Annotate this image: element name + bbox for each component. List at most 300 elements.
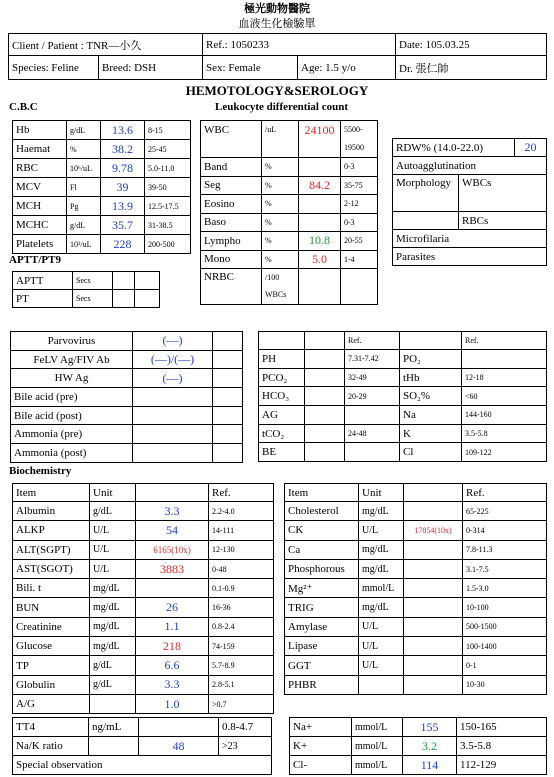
tt4-value bbox=[139, 718, 219, 737]
biochem-row-cholesterol bbox=[285, 502, 547, 521]
gas-row bbox=[259, 424, 547, 443]
leuko-value bbox=[299, 158, 341, 177]
biochem-value bbox=[404, 617, 463, 636]
serology-row bbox=[11, 444, 243, 463]
electrolyte-value: 3.2 bbox=[403, 737, 457, 756]
biochem-row-bili-t bbox=[13, 579, 274, 598]
biochem-name: Lipase bbox=[285, 637, 359, 656]
biochem-name: GGT bbox=[285, 656, 359, 675]
biochem-row-a-g bbox=[13, 694, 274, 713]
doctor: Dr. 張仁帥 bbox=[396, 56, 547, 80]
biochem-unit: g/dL bbox=[90, 675, 136, 694]
gas-name: PCO₂ bbox=[259, 368, 305, 387]
serology-row bbox=[11, 425, 243, 444]
biochem-ref: 10-100 bbox=[463, 598, 547, 617]
cbc-unit: % bbox=[67, 140, 101, 159]
gas-ref: 32-49 bbox=[345, 368, 400, 387]
biochem-value: 1.1 bbox=[136, 617, 209, 636]
biochem-value bbox=[404, 579, 463, 598]
cbc-ref: 12.5-17.5 bbox=[145, 197, 191, 216]
biochem-ref: 10-30 bbox=[463, 675, 547, 694]
report-date: Date: 105.03.25 bbox=[396, 34, 547, 56]
leuko-unit: % bbox=[262, 195, 299, 214]
gas-ref: 20-29 bbox=[345, 387, 400, 406]
wbc-ref-high: 19500 bbox=[344, 143, 364, 152]
leuko-name: Band bbox=[201, 158, 262, 177]
cbc-row-rbc bbox=[13, 159, 191, 178]
biochem-ref: 65-225 bbox=[463, 502, 547, 521]
gas-row bbox=[259, 350, 547, 369]
biochem-ref: 0.8-2.4 bbox=[209, 617, 274, 636]
cbc-value: 38.2 bbox=[101, 140, 145, 159]
biochem-unit: mg/dL bbox=[90, 579, 136, 598]
biochem-unit: U/L bbox=[359, 637, 404, 656]
leuko-row-eosino bbox=[201, 195, 378, 214]
cbc-name: Haemat bbox=[13, 140, 67, 159]
gas-value bbox=[305, 368, 345, 387]
gas-name: AG bbox=[259, 406, 305, 425]
biochem-row-alkp bbox=[13, 521, 274, 540]
gas-ref: 24-48 bbox=[345, 424, 400, 443]
cbc-value: 39 bbox=[101, 178, 145, 197]
special-observation: Special observation bbox=[13, 756, 272, 775]
electrolyte-row bbox=[290, 737, 547, 756]
leuko-row-mono bbox=[201, 250, 378, 269]
electrolyte-name: Na+ bbox=[290, 718, 352, 737]
gas-name: BE bbox=[259, 443, 305, 462]
tt4-unit: ng/mL bbox=[89, 718, 139, 737]
cbc-ref: 25-45 bbox=[145, 140, 191, 159]
serology-extra bbox=[213, 425, 243, 444]
biochem-row-glucose bbox=[13, 637, 274, 656]
biochem-ref-header: Ref. bbox=[209, 484, 274, 502]
biochem-unit: mg/dL bbox=[359, 502, 404, 521]
biochem-row-bun bbox=[13, 598, 274, 617]
morphology-label: Morphology bbox=[393, 175, 459, 212]
nrbc-label: NRBC bbox=[201, 269, 262, 305]
microfilaria: Microfilaria bbox=[393, 230, 547, 248]
client-patient: Client / Patient : TNR—小久 bbox=[9, 34, 203, 56]
cbc-unit: Pg bbox=[67, 197, 101, 216]
serology-value bbox=[133, 388, 213, 407]
cbc-row-platelets bbox=[13, 235, 191, 254]
cbc-name: MCH bbox=[13, 197, 67, 216]
biochem-ref: 14-111 bbox=[209, 521, 274, 540]
biochem-unit: mg/dL bbox=[359, 540, 404, 559]
tt4-ref: 0.8-4.7 bbox=[219, 718, 272, 737]
biochem-ref: 12-130 bbox=[209, 540, 274, 559]
serology-row bbox=[11, 369, 243, 388]
biochem-unit: mmol/L bbox=[359, 579, 404, 598]
leuko-ref: 2-12 bbox=[341, 195, 378, 214]
serology-name: FeLV Ag/FIV Ab bbox=[11, 350, 133, 369]
leuko-row-seg bbox=[201, 176, 378, 195]
serology-name: HW Ag bbox=[11, 369, 133, 388]
biochem-value: 3.3 bbox=[136, 675, 209, 694]
biochem-row-ca bbox=[285, 540, 547, 559]
cbc-row-mcv bbox=[13, 178, 191, 197]
wbc-value: 24100 bbox=[299, 121, 341, 158]
gas-name-2: PO₂ bbox=[400, 350, 462, 369]
leuko-unit: % bbox=[262, 250, 299, 269]
biochem-value: 218 bbox=[136, 637, 209, 656]
biochem-value bbox=[404, 675, 463, 694]
cbc-ref: 200-500 bbox=[145, 235, 191, 254]
nak-value: 48 bbox=[139, 737, 219, 756]
rdw-label: RDW% (14.0-22.0) bbox=[393, 139, 515, 157]
biochem-unit: mg/dL bbox=[90, 598, 136, 617]
leuko-value: 84.2 bbox=[299, 176, 341, 195]
biochem-value bbox=[404, 559, 463, 578]
aptt-value bbox=[113, 290, 135, 308]
biochem-unit bbox=[90, 694, 136, 713]
biochem-value: 6165(10x) bbox=[136, 540, 209, 559]
biochem-ref: 74-159 bbox=[209, 637, 274, 656]
biochem-name: Creatinine bbox=[13, 617, 90, 636]
electrolyte-value: 155 bbox=[403, 718, 457, 737]
biochem-name: ALKP bbox=[13, 521, 90, 540]
aptt-name: PT bbox=[13, 290, 73, 308]
biochem-ref: 0.1-0.9 bbox=[209, 579, 274, 598]
biochem-ref: 2.2-4.0 bbox=[209, 502, 274, 521]
leuko-value bbox=[299, 213, 341, 232]
biochem-value bbox=[404, 656, 463, 675]
serology-name: Ammonia (post) bbox=[11, 444, 133, 463]
biochem-row-mg bbox=[285, 579, 547, 598]
document-title: 血液生化檢驗單 bbox=[238, 18, 316, 30]
morphology-wbcs: WBCs bbox=[459, 175, 547, 212]
cbc-value: 13.9 bbox=[101, 197, 145, 216]
biochem-ref: 0-1 bbox=[463, 656, 547, 675]
biochem-unit: g/dL bbox=[90, 656, 136, 675]
gas-ref: 7.31-7.42 bbox=[345, 350, 400, 369]
gas-row bbox=[259, 406, 547, 425]
biochem-unit: U/L bbox=[359, 521, 404, 540]
biochem-row-tp bbox=[13, 656, 274, 675]
main-title: HEMOTOLOGY&SEROLOGY bbox=[185, 83, 369, 98]
serology-row bbox=[11, 332, 243, 351]
gas-name-2: SO₂% bbox=[400, 387, 462, 406]
serology-name: Parvovirus bbox=[11, 332, 133, 351]
serology-name: Bile acid (pre) bbox=[11, 388, 133, 407]
biochem-value bbox=[404, 637, 463, 656]
electrolyte-unit: mmol/L bbox=[352, 718, 403, 737]
gas-value bbox=[305, 443, 345, 462]
biochem-name: Ca bbox=[285, 540, 359, 559]
biochem-name: ALT(SGPT) bbox=[13, 540, 90, 559]
biochem-name: Glucose bbox=[13, 637, 90, 656]
leuko-row-lympho bbox=[201, 232, 378, 251]
biochem-ref: 0-48 bbox=[209, 559, 274, 578]
nrbc-unit-a: /100 bbox=[265, 273, 280, 282]
gas-ref-2: 3.5-5.8 bbox=[462, 424, 547, 443]
parasites: Parasites bbox=[393, 248, 547, 266]
biochem-ref: 7.8-11.3 bbox=[463, 540, 547, 559]
aptt-table bbox=[12, 271, 160, 308]
biochem-ref: 2.8-5.1 bbox=[209, 675, 274, 694]
leuko-name: Baso bbox=[201, 213, 262, 232]
serology-extra bbox=[213, 332, 243, 351]
biochem-ref: 500-1500 bbox=[463, 617, 547, 636]
gas-ref-2: 12-18 bbox=[462, 368, 547, 387]
serology-name: Ammonia (pre) bbox=[11, 425, 133, 444]
morphology-rbcs: RBCs bbox=[459, 212, 547, 230]
electrolyte-name: Cl- bbox=[290, 756, 352, 775]
cbc-unit: 10⁶/uL bbox=[67, 159, 101, 178]
serology-extra bbox=[213, 444, 243, 463]
gas-name-2: Cl bbox=[400, 443, 462, 462]
cbc-name: Platelets bbox=[13, 235, 67, 254]
biochem-unit: U/L bbox=[90, 559, 136, 578]
serology-extra bbox=[213, 388, 243, 407]
cbc-ref: 31-38.5 bbox=[145, 216, 191, 235]
serology-row bbox=[11, 350, 243, 369]
biochem-value: 1.0 bbox=[136, 694, 209, 713]
leuko-name: Eosino bbox=[201, 195, 262, 214]
biochem-unit bbox=[359, 675, 404, 694]
biochem-value bbox=[404, 502, 463, 521]
electrolyte-row bbox=[290, 756, 547, 775]
leuko-ref: 0-3 bbox=[341, 158, 378, 177]
cbc-row-hb bbox=[13, 121, 191, 140]
biochem-ref: 5.7-8.9 bbox=[209, 656, 274, 675]
serology-extra bbox=[213, 350, 243, 369]
biochem-unit: U/L bbox=[359, 617, 404, 636]
electrolyte-table bbox=[289, 717, 547, 775]
cbc-value: 13.6 bbox=[101, 121, 145, 140]
leuko-row-baso bbox=[201, 213, 378, 232]
leuko-unit: % bbox=[262, 213, 299, 232]
biochem-unit: mg/dL bbox=[90, 617, 136, 636]
biochem-value: 3.3 bbox=[136, 502, 209, 521]
leuko-name: Mono bbox=[201, 250, 262, 269]
biochem-row-albumin bbox=[13, 502, 274, 521]
biochem-unit: U/L bbox=[359, 656, 404, 675]
biochem-row-lipase bbox=[285, 637, 547, 656]
serology-value: (—) bbox=[133, 369, 213, 388]
wbc-label: WBC bbox=[201, 121, 262, 158]
aptt-row bbox=[13, 290, 160, 308]
cbc-name: MCHC bbox=[13, 216, 67, 235]
breed: Breed: DSH bbox=[99, 56, 203, 80]
serology-row bbox=[11, 388, 243, 407]
biochem-ref: 0-314 bbox=[463, 521, 547, 540]
leuko-ref: 1-4 bbox=[341, 250, 378, 269]
cbc-row-mch bbox=[13, 197, 191, 216]
nak-label: Na/K ratio bbox=[13, 737, 89, 756]
biochem-ref: 100-1400 bbox=[463, 637, 547, 656]
electrolyte-unit: mmol/L bbox=[352, 737, 403, 756]
biochem-name: TRIG bbox=[285, 598, 359, 617]
biochem-unit: mg/dL bbox=[359, 598, 404, 617]
tt4-table bbox=[12, 717, 272, 775]
biochem-unit-header: Unit bbox=[90, 484, 136, 502]
leuko-value bbox=[299, 195, 341, 214]
gas-ref-2 bbox=[462, 350, 547, 369]
morphology-table bbox=[392, 138, 547, 266]
biochem-value bbox=[404, 598, 463, 617]
electrolyte-ref: 112-129 bbox=[457, 756, 547, 775]
biochem-row-globulin bbox=[13, 675, 274, 694]
biochem-name: Bili. t bbox=[13, 579, 90, 598]
biochem-name: Globulin bbox=[13, 675, 90, 694]
gas-ref-header: Ref. bbox=[345, 332, 400, 350]
biochem-name: AST(SGOT) bbox=[13, 559, 90, 578]
leuko-name: Seg bbox=[201, 176, 262, 195]
gas-ref-2: 144-160 bbox=[462, 406, 547, 425]
biochem-row-creatinine bbox=[13, 617, 274, 636]
biochem-row-alt-sgpt bbox=[13, 540, 274, 559]
biochem-name: Phosphorous bbox=[285, 559, 359, 578]
leuko-row-band bbox=[201, 158, 378, 177]
nrbc-unit-b: WBCs bbox=[265, 290, 287, 299]
biochem-value: 3883 bbox=[136, 559, 209, 578]
leuko-unit: % bbox=[262, 158, 299, 177]
biochem-name: Cholesterol bbox=[285, 502, 359, 521]
aptt-extra bbox=[135, 290, 160, 308]
serology-table bbox=[10, 331, 243, 463]
biochem-left-table bbox=[12, 483, 274, 714]
serology-value bbox=[133, 406, 213, 425]
cbc-ref: 8-15 bbox=[145, 121, 191, 140]
biochem-name: A/G bbox=[13, 694, 90, 713]
cbc-unit: g/dL bbox=[67, 216, 101, 235]
gas-row bbox=[259, 387, 547, 406]
biochem-row-ast-sgot bbox=[13, 559, 274, 578]
gas-name-2: K bbox=[400, 424, 462, 443]
biochem-name: TP bbox=[13, 656, 90, 675]
serology-value: (—) bbox=[133, 332, 213, 351]
wbc-ref-low: 5500- bbox=[344, 125, 363, 134]
gas-value bbox=[305, 350, 345, 369]
cbc-ref: 5.0-11.0 bbox=[145, 159, 191, 178]
electrolyte-unit: mmol/L bbox=[352, 756, 403, 775]
cbc-name: RBC bbox=[13, 159, 67, 178]
cbc-value: 35.7 bbox=[101, 216, 145, 235]
biochem-value: 26 bbox=[136, 598, 209, 617]
biochem-name: Albumin bbox=[13, 502, 90, 521]
gas-name-2: Na bbox=[400, 406, 462, 425]
serology-value bbox=[133, 444, 213, 463]
biochem-value bbox=[404, 540, 463, 559]
biochem-unit: mg/dL bbox=[359, 559, 404, 578]
biochem-value bbox=[136, 579, 209, 598]
biochem-ref-header-2: Ref. bbox=[463, 484, 547, 502]
blood-gas-table bbox=[258, 331, 547, 462]
biochem-unit: mg/dL bbox=[90, 637, 136, 656]
leuko-unit: % bbox=[262, 176, 299, 195]
serology-value: (—)/(—) bbox=[133, 350, 213, 369]
species: Species: Feline bbox=[9, 56, 99, 80]
gas-name: HCO₃ bbox=[259, 387, 305, 406]
age: Age: 1.5 y/o bbox=[298, 56, 396, 80]
cbc-table bbox=[12, 120, 191, 254]
electrolyte-row bbox=[290, 718, 547, 737]
biochem-ref: 16-36 bbox=[209, 598, 274, 617]
biochem-item-header-2: Item bbox=[285, 484, 359, 502]
biochem-ref: 1.5-3.0 bbox=[463, 579, 547, 598]
cbc-name: Hb bbox=[13, 121, 67, 140]
leuko-ref: 0-3 bbox=[341, 213, 378, 232]
leuko-ref: 20-55 bbox=[341, 232, 378, 251]
electrolyte-value: 114 bbox=[403, 756, 457, 775]
cbc-row-haemat bbox=[13, 140, 191, 159]
aptt-unit: Secs bbox=[73, 290, 113, 308]
gas-ref-2: 109-122 bbox=[462, 443, 547, 462]
leuko-unit: % bbox=[262, 232, 299, 251]
leuko-title: Leukocyte differential count bbox=[215, 101, 349, 113]
biochem-value: 17854(10x) bbox=[404, 521, 463, 540]
serology-name: Bile acid (post) bbox=[11, 406, 133, 425]
aptt-title: APTT/PT9 bbox=[9, 254, 61, 266]
cbc-row-mchc bbox=[13, 216, 191, 235]
cbc-unit: Fl bbox=[67, 178, 101, 197]
leuko-value: 10.8 bbox=[299, 232, 341, 251]
biochem-name: CK bbox=[285, 521, 359, 540]
cbc-unit: 10³/uL bbox=[67, 235, 101, 254]
biochem-unit: g/dL bbox=[90, 502, 136, 521]
leuko-table bbox=[200, 120, 378, 305]
aptt-name: APTT bbox=[13, 272, 73, 290]
wbc-unit: /uL bbox=[262, 121, 299, 158]
cbc-ref: 39-50 bbox=[145, 178, 191, 197]
biochem-row-phbr bbox=[285, 675, 547, 694]
biochem-unit-header-2: Unit bbox=[359, 484, 404, 502]
biochem-unit: U/L bbox=[90, 521, 136, 540]
serology-extra bbox=[213, 369, 243, 388]
biochem-name: BUN bbox=[13, 598, 90, 617]
serology-row bbox=[11, 406, 243, 425]
nak-ref: >23 bbox=[219, 737, 272, 756]
gas-row bbox=[259, 443, 547, 462]
rdw-value: 20 bbox=[515, 139, 547, 157]
biochem-name: PHBR bbox=[285, 675, 359, 694]
leuko-ref: 35-75 bbox=[341, 176, 378, 195]
electrolyte-ref: 150-165 bbox=[457, 718, 547, 737]
sex: Sex: Female bbox=[203, 56, 298, 80]
leuko-name: Lympho bbox=[201, 232, 262, 251]
biochem-row-ck bbox=[285, 521, 547, 540]
serology-value bbox=[133, 425, 213, 444]
gas-value bbox=[305, 424, 345, 443]
biochem-value: 54 bbox=[136, 521, 209, 540]
cbc-value: 228 bbox=[101, 235, 145, 254]
gas-value bbox=[305, 387, 345, 406]
aptt-value bbox=[113, 272, 135, 290]
cbc-value: 9.78 bbox=[101, 159, 145, 178]
biochem-row-amylase bbox=[285, 617, 547, 636]
gas-ref bbox=[345, 443, 400, 462]
gas-name: PH bbox=[259, 350, 305, 369]
aptt-row bbox=[13, 272, 160, 290]
gas-ref-2: <60 bbox=[462, 387, 547, 406]
cbc-name: MCV bbox=[13, 178, 67, 197]
gas-ref-header-2: Ref. bbox=[462, 332, 547, 350]
electrolyte-name: K+ bbox=[290, 737, 352, 756]
biochem-right-table bbox=[284, 483, 547, 695]
ref-number: Ref.: 1050233 bbox=[203, 34, 396, 56]
cbc-unit: g/dL bbox=[67, 121, 101, 140]
biochem-name: Mg²⁺ bbox=[285, 579, 359, 598]
biochem-value: 6.6 bbox=[136, 656, 209, 675]
gas-name-2: tHb bbox=[400, 368, 462, 387]
patient-info-table bbox=[8, 33, 547, 80]
biochem-title: Biochemistry bbox=[9, 465, 72, 477]
serology-extra bbox=[213, 406, 243, 425]
gas-name: tCO₂ bbox=[259, 424, 305, 443]
autoagglutination: Autoagglutination bbox=[393, 157, 547, 175]
aptt-unit: Secs bbox=[73, 272, 113, 290]
